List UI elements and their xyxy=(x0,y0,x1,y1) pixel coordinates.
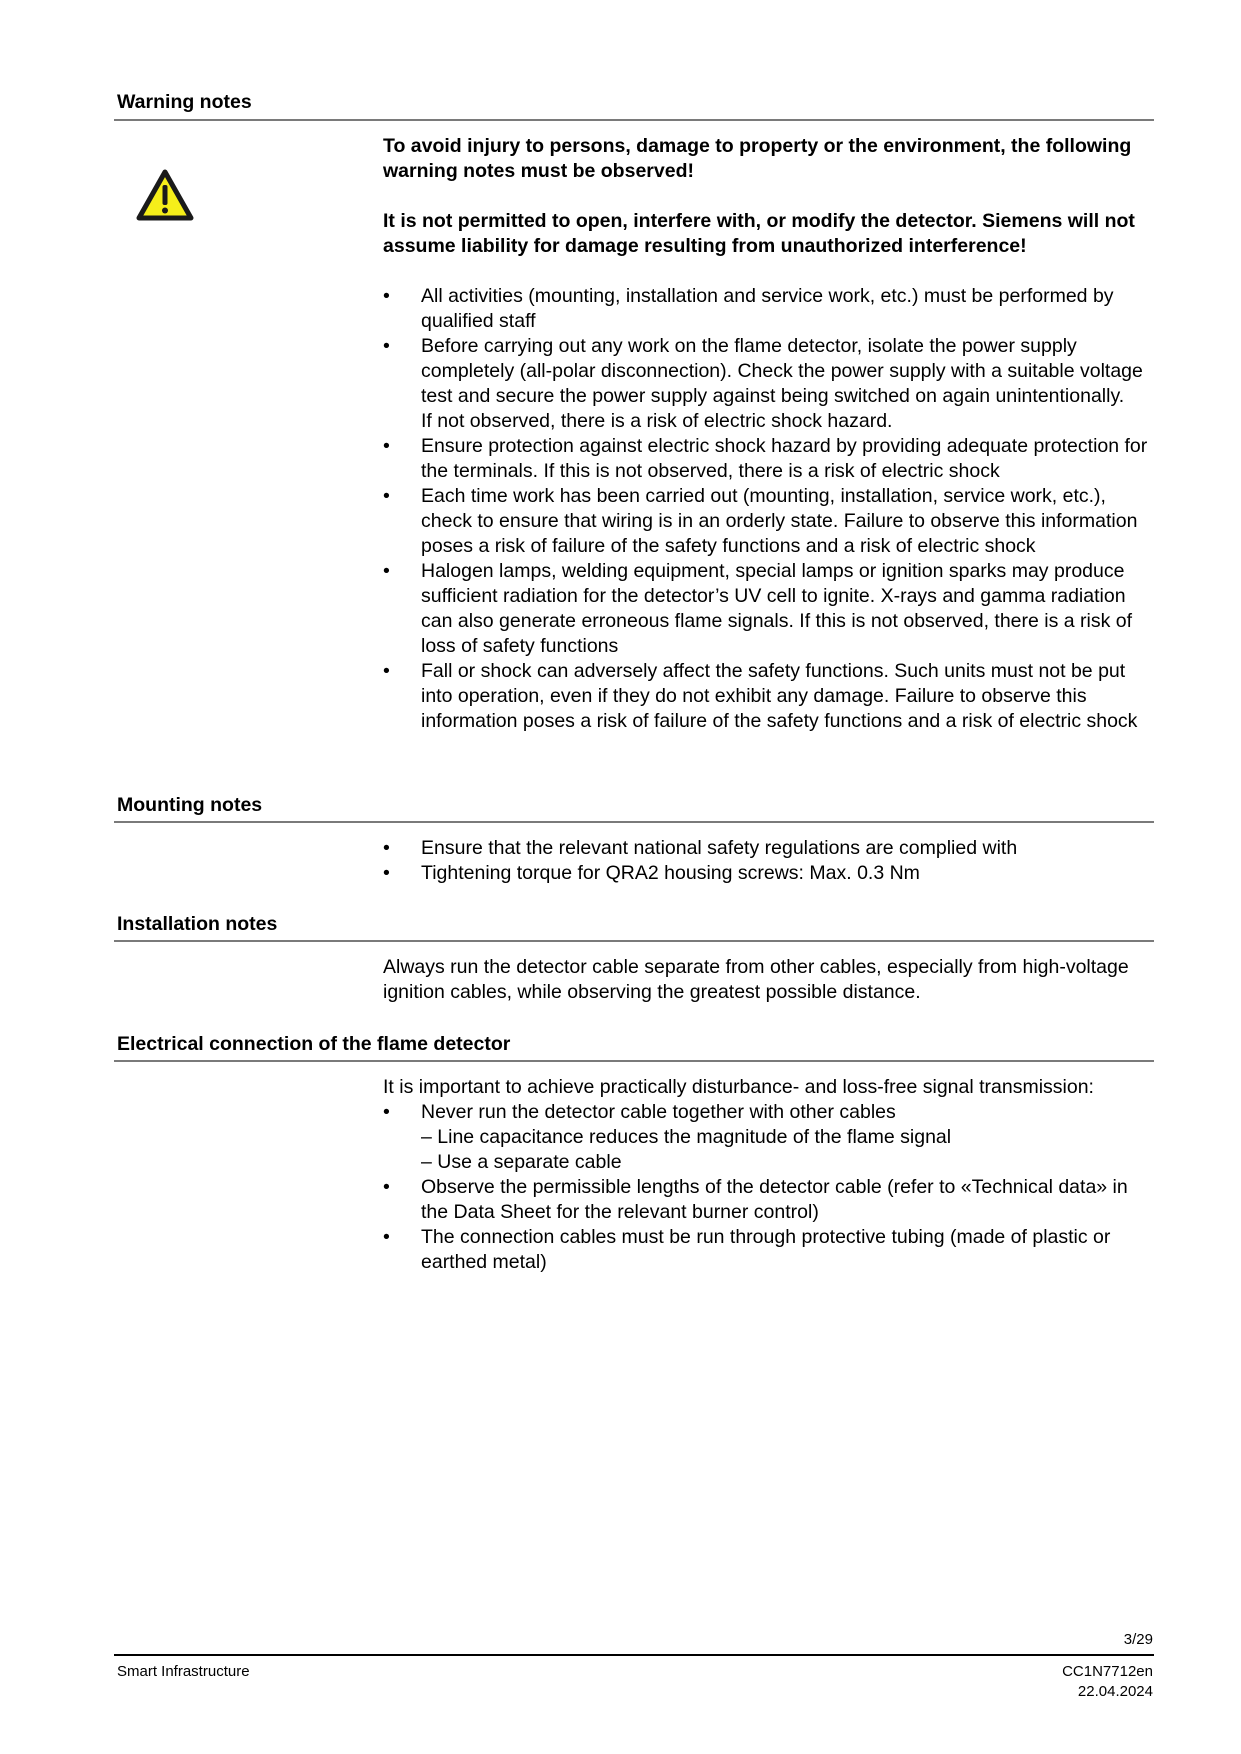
list-item-text: Each time work has been carried out (mounting, installation, service work, etc.), check to ensure that wiring is in an orderly state. Failure to observe this information poses a risk of failure of the safety functions and a risk of electric shock xyxy=(421,485,1138,557)
footer-doc-id: CC1N7712en xyxy=(1062,1663,1153,1680)
warning-content xyxy=(383,134,1158,734)
list-item-text: Before carrying out any work on the flame detector, isolate the power supply completely (all-polar disconnection). Check the power supply with a suitable voltage test and secure the power supply against being switched on again unintentionally. xyxy=(421,335,1143,407)
bullet-icon: • xyxy=(383,435,390,457)
list-item xyxy=(383,1175,1158,1225)
mounting-list xyxy=(383,836,1158,886)
bullet-icon: • xyxy=(383,1226,390,1248)
warning-intro: To avoid injury to persons, damage to property or the environment, the following warning notes must be observed! xyxy=(383,135,1132,182)
list-item-text: Ensure protection against electric shock hazard by providing adequate protection for the terminals. If this is not observed, there is a risk of electric shock xyxy=(421,435,1148,482)
list-subitem: – Use a separate cable xyxy=(421,1151,622,1173)
installation-text: Always run the detector cable separate from other cables, especially from high-voltage ignition cables, while observing the greatest possible distance. xyxy=(383,956,1129,1003)
electrical-content xyxy=(383,1075,1158,1275)
list-item xyxy=(383,836,1158,861)
list-item xyxy=(383,334,1158,434)
page-number: 3/29 xyxy=(1123,1631,1153,1648)
bullet-icon: • xyxy=(383,1176,390,1198)
list-item xyxy=(383,284,1158,334)
section-rule xyxy=(114,821,1154,823)
footer-rule xyxy=(114,1654,1154,1656)
warning-liability: It is not permitted to open, interfere with, or modify the detector. Siemens will not assume liability for damage resulting from unauthorized interference! xyxy=(383,210,1135,257)
section-heading-installation: Installation notes xyxy=(117,913,278,935)
list-item-text: The connection cables must be run through protective tubing (made of plastic or earthed metal) xyxy=(421,1226,1111,1273)
installation-content xyxy=(383,955,1158,1005)
list-item xyxy=(383,861,1158,886)
bullet-icon: • xyxy=(383,1101,390,1123)
list-item xyxy=(383,1100,1158,1175)
list-item-text: Ensure that the relevant national safety regulations are complied with xyxy=(421,837,1018,859)
footer-company: Smart Infrastructure xyxy=(117,1663,250,1680)
bullet-icon: • xyxy=(383,485,390,507)
list-item-text: All activities (mounting, installation and service work, etc.) must be performed by qualified staff xyxy=(421,285,1114,332)
section-rule xyxy=(114,1060,1154,1062)
list-item-text: Never run the detector cable together with other cables xyxy=(421,1101,896,1123)
section-rule xyxy=(114,119,1154,121)
bullet-icon: • xyxy=(383,560,390,582)
bullet-icon: • xyxy=(383,862,390,884)
electrical-list xyxy=(383,1100,1158,1275)
list-item xyxy=(383,484,1158,559)
bullet-icon: • xyxy=(383,837,390,859)
section-heading-mounting: Mounting notes xyxy=(117,794,263,816)
list-item xyxy=(383,1225,1158,1275)
warning-list xyxy=(383,284,1158,734)
list-item xyxy=(383,559,1158,659)
warning-triangle-icon xyxy=(135,168,195,224)
section-heading-electrical: Electrical connection of the flame detector xyxy=(117,1033,511,1055)
list-item-text: Halogen lamps, welding equipment, special lamps or ignition sparks may produce sufficient radiation for the detector’s UV cell to ignite. X-rays and gamma radiation can also generate erroneous flame signals. If this is not observed, there is a risk of loss of safety functions xyxy=(421,560,1133,657)
list-item-text: If not observed, there is a risk of electric shock hazard. xyxy=(421,410,893,432)
list-item-text: Observe the permissible lengths of the detector cable (refer to «Technical data» in the Data Sheet for the relevant burner control) xyxy=(421,1176,1128,1223)
list-item-text: Tightening torque for QRA2 housing screws: Max. 0.3 Nm xyxy=(421,862,920,884)
bullet-icon: • xyxy=(383,285,390,307)
footer-date: 22.04.2024 xyxy=(1077,1683,1153,1700)
list-item xyxy=(383,434,1158,484)
list-item xyxy=(383,659,1158,734)
bullet-icon: • xyxy=(383,335,390,357)
section-heading-warning: Warning notes xyxy=(117,91,252,113)
bullet-icon: • xyxy=(383,660,390,682)
mounting-content xyxy=(383,836,1158,886)
list-item-text: Fall or shock can adversely affect the safety functions. Such units must not be put into operation, even if they do not exhibit any damage. Failure to observe this information poses a risk of failure of the safety functions and a risk of electric shock xyxy=(421,660,1138,732)
list-subitem: – Line capacitance reduces the magnitude of the flame signal xyxy=(421,1126,952,1148)
electrical-intro: It is important to achieve practically disturbance- and loss-free signal transmission: xyxy=(383,1076,1094,1098)
section-rule xyxy=(114,940,1154,942)
